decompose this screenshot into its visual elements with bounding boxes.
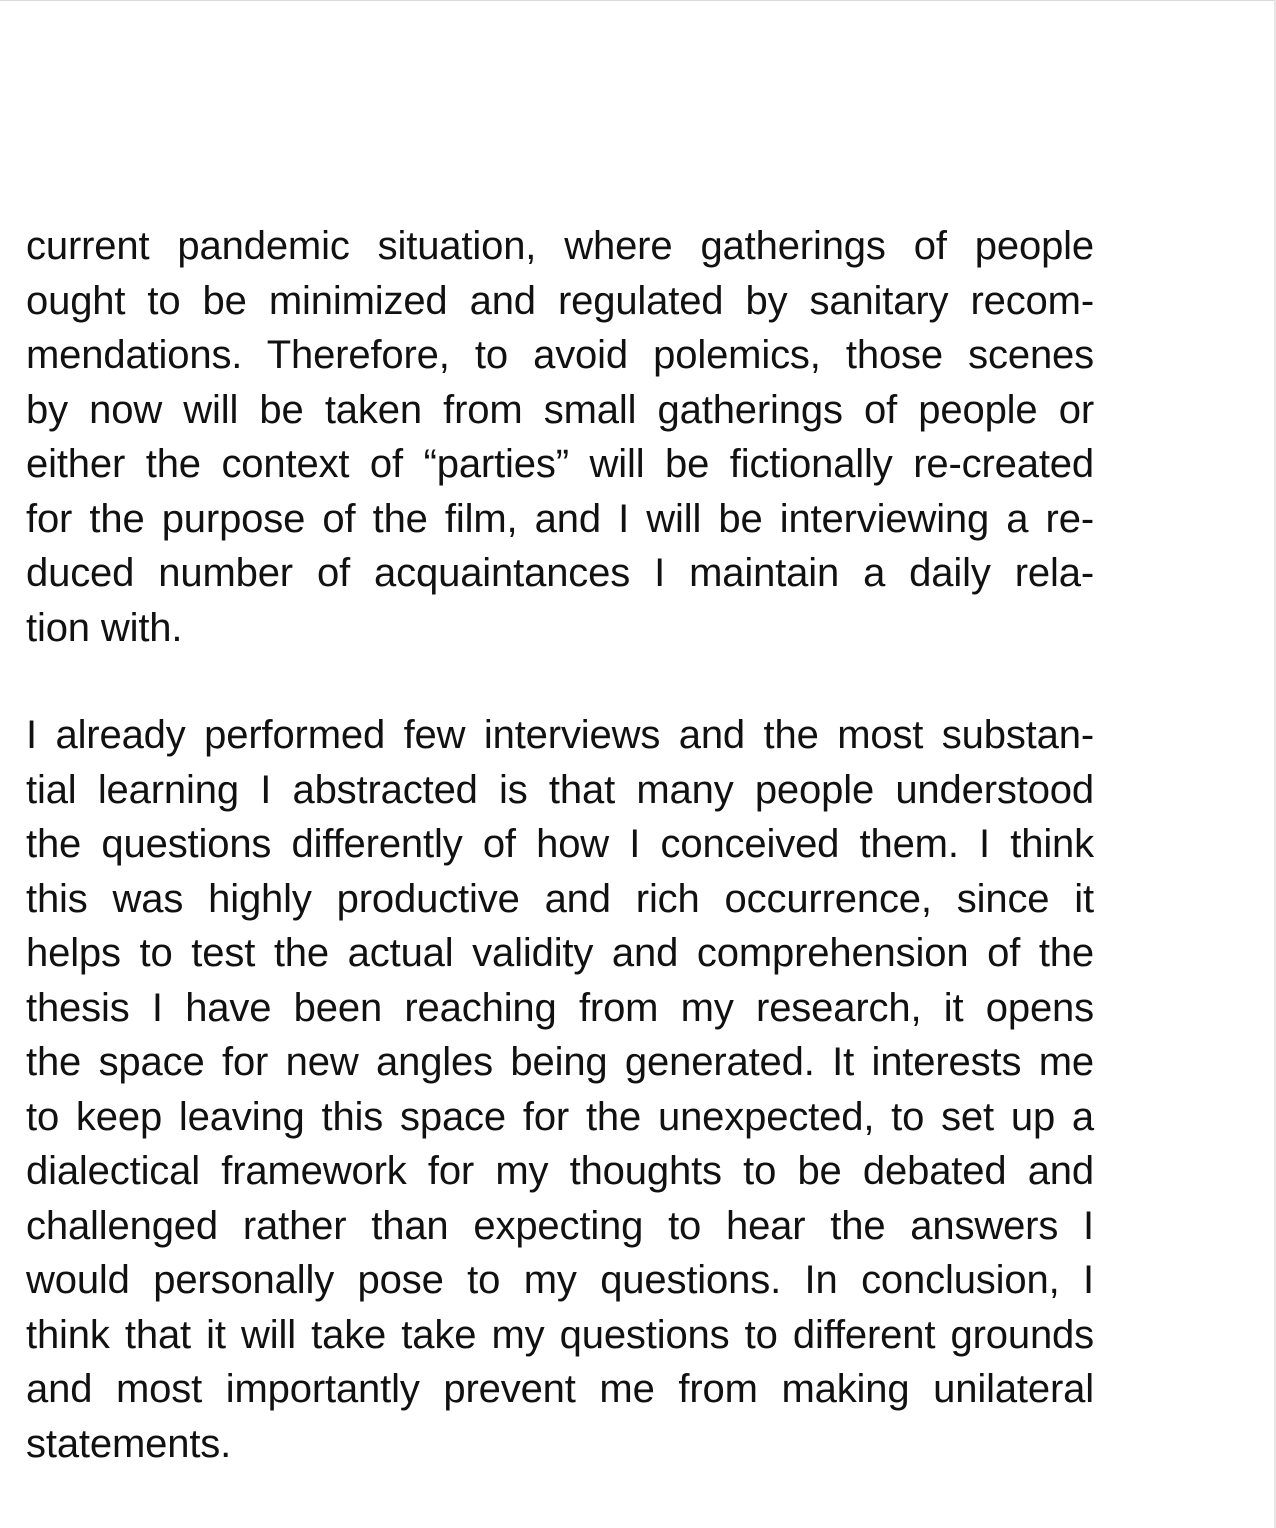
paragraph-2-line-1: I already performed few interviews and the most substan- bbox=[26, 713, 1094, 757]
paragraph-1 bbox=[26, 219, 1094, 655]
paragraph-2-line-9: dialectical framework for my thoughts to be debated and bbox=[26, 1149, 1094, 1193]
paragraph-1-line-4: by now will be taken from small gatherings of people or bbox=[26, 387, 1094, 432]
paragraph-1-line-1: current pandemic situation, where gatherings of people bbox=[26, 224, 1094, 268]
paragraph-2-line-7: the space for new angles being generated. It interests me bbox=[26, 1040, 1094, 1084]
paragraph-2-line-6: thesis I have been reaching from my research, it opens bbox=[26, 985, 1094, 1030]
paragraph-2-line-13: and most importantly prevent me from making unilateral bbox=[26, 1367, 1094, 1411]
paragraph-2-line-2: tial learning I abstracted is that many people understood bbox=[26, 767, 1094, 812]
paragraph-1-line-5: either the context of “parties” will be fictionally re-created bbox=[26, 442, 1094, 486]
paragraph-2-line-12: think that it will take take my questions to different grounds bbox=[26, 1312, 1094, 1357]
paragraph-2 bbox=[26, 708, 1094, 1471]
top-border bbox=[0, 0, 1276, 1]
paragraph-1-line-6: for the purpose of the film, and I will be interviewing a re- bbox=[26, 496, 1094, 541]
paragraph-2-line-5: helps to test the actual validity and comprehension of the bbox=[26, 931, 1094, 975]
paragraph-2-line-3: the questions differently of how I conceived them. I think bbox=[26, 822, 1094, 866]
paragraph-1-line-7: duced number of acquaintances I maintain a daily rela- bbox=[26, 551, 1094, 595]
paragraph-2-line-10: challenged rather than expecting to hear the answers I bbox=[26, 1203, 1094, 1248]
paragraph-2-line-8: to keep leaving this space for the unexpected, to set up a bbox=[26, 1094, 1094, 1139]
paragraph-2-line-14: statements. bbox=[26, 1421, 232, 1466]
paragraph-1-line-2: ought to be minimized and regulated by sanitary recom- bbox=[26, 278, 1094, 323]
paragraph-2-line-4: this was highly productive and rich occurrence, since it bbox=[26, 876, 1094, 921]
paragraph-1-line-3: mendations. Therefore, to avoid polemics, those scenes bbox=[26, 333, 1094, 377]
paragraph-1-line-8: tion with. bbox=[26, 605, 183, 650]
paragraph-2-line-11: would personally pose to my questions. In conclusion, I bbox=[26, 1258, 1094, 1302]
